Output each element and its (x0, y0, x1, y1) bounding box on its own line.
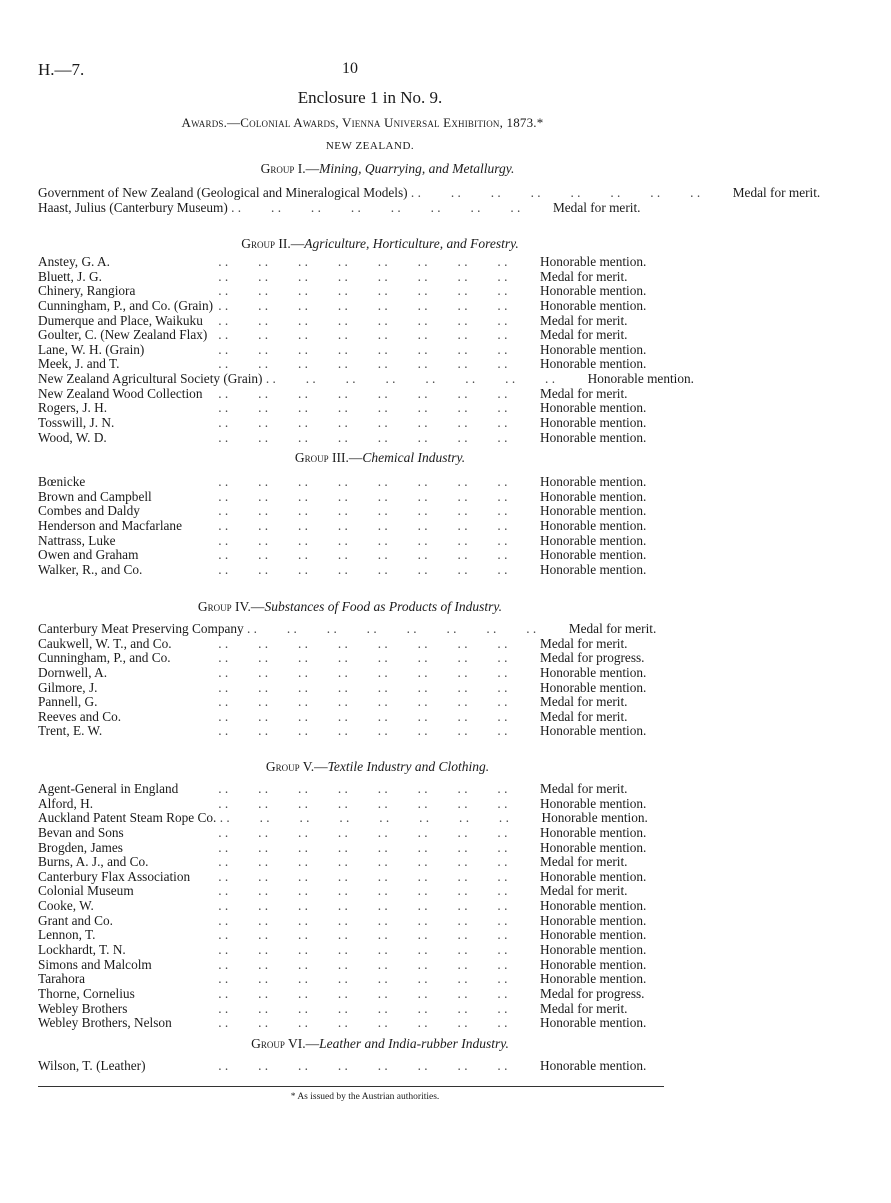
award-entry (38, 987, 698, 1002)
award-entry (38, 185, 821, 201)
award-list (38, 622, 698, 739)
leader-dots: . . . . . . . . . . . . . . . . (214, 341, 534, 357)
leader-dots: . . . . . . . . . . . . . . . . (214, 664, 534, 680)
leader-dots: . . . . . . . . . . . . . . . . (214, 327, 534, 343)
award-entry (38, 372, 698, 387)
leader-dots: . . . . . . . . . . . . . . . . (262, 371, 582, 387)
award-value: Honorable mention. (540, 415, 647, 431)
exhibitor-name: Meek, J. and T. (38, 356, 120, 372)
leader-dots: . . . . . . . . . . . . . . . . (407, 185, 727, 200)
award-value: Honorable mention. (540, 942, 647, 958)
award-entry (38, 475, 698, 490)
award-entry (38, 534, 698, 549)
exhibitor-name: Owen and Graham (38, 547, 139, 563)
award-value: Honorable mention. (540, 488, 647, 504)
award-entry (38, 387, 698, 402)
leader-dots: . . . . . . . . . . . . . . . . (214, 415, 534, 431)
award-entry (38, 841, 698, 856)
award-value: Honorable mention. (540, 898, 647, 914)
leader-dots: . . . . . . . . . . . . . . . . (214, 1015, 534, 1031)
award-value: Honorable mention. (540, 429, 647, 445)
exhibitor-name: Cunningham, P., and Co. (Grain) (38, 297, 214, 313)
award-entry (38, 622, 698, 637)
award-value: Medal for merit. (540, 327, 628, 343)
award-value: Honorable mention. (540, 283, 647, 299)
award-value: Honorable mention. (540, 1015, 647, 1031)
exhibitor-name: Lennon, T. (38, 927, 96, 943)
leader-dots: . . . . . . . . . . . . . . . . (214, 898, 534, 914)
award-value: Honorable mention. (540, 517, 647, 533)
award-value: Honorable mention. (540, 297, 647, 313)
leader-dots: . . . . . . . . . . . . . . . . (214, 1058, 534, 1073)
award-value: Medal for merit. (540, 694, 628, 710)
group-heading (0, 236, 700, 252)
leader-dots: . . . . . . . . . . . . . . . . (214, 547, 534, 563)
award-entry (38, 681, 698, 696)
award-entry (38, 519, 698, 534)
award-entry (38, 431, 698, 446)
group-heading (0, 450, 700, 466)
award-entry (38, 651, 698, 666)
exhibitor-name: Brown and Campbell (38, 488, 152, 504)
group-heading (0, 1036, 700, 1052)
award-entry (38, 1002, 698, 1017)
exhibitor-name: New Zealand Agricultural Society (Grain) (38, 371, 263, 387)
award-entry (38, 490, 698, 505)
award-value: Honorable mention. (540, 532, 647, 548)
award-entry (38, 1059, 698, 1074)
award-value: Honorable mention. (540, 503, 647, 519)
exhibitor-name: Goulter, C. (New Zealand Flax) (38, 327, 208, 343)
leader-dots: . . . . . . . . . . . . . . . . (214, 268, 534, 284)
leader-dots: . . . . . . . . . . . . . . . . (214, 839, 534, 855)
footnote-divider (38, 1086, 664, 1087)
exhibitor-name: New Zealand Wood Collection (38, 385, 203, 401)
exhibitor-name: Gilmore, J. (38, 679, 98, 695)
exhibitor-name: Cooke, W. (38, 898, 94, 914)
award-value: Honorable mention. (541, 810, 648, 826)
leader-dots: . . . . . . . . . . . . . . . . (243, 621, 563, 636)
exhibitor-name: Grant and Co. (38, 912, 113, 928)
award-value: Honorable mention. (540, 971, 647, 987)
award-entry (38, 328, 698, 343)
award-entry (38, 855, 698, 870)
award-value: Medal for merit. (540, 1000, 628, 1016)
award-value: Medal for merit. (540, 708, 628, 724)
exhibitor-name: Colonial Museum (38, 883, 134, 899)
award-entry (38, 270, 698, 285)
group-title: Leather and India-rubber Industry. (319, 1036, 509, 1051)
leader-dots: . . . . . . . . . . . . . . . . (214, 942, 534, 958)
exhibitor-name: Walker, R., and Co. (38, 561, 143, 577)
group-label: Group I.— (260, 161, 320, 176)
award-entry (38, 548, 698, 563)
award-value: Honorable mention. (540, 561, 647, 577)
leader-dots: . . . . . . . . . . . . . . . . (214, 385, 534, 401)
leader-dots: . . . . . . . . . . . . . . . . (214, 429, 534, 445)
country-heading: NEW ZEALAND. (325, 140, 415, 152)
award-value: Honorable mention. (540, 356, 647, 372)
award-value: Medal for merit. (732, 185, 821, 200)
award-value: Honorable mention. (540, 795, 647, 811)
award-entry (38, 884, 698, 899)
group-label: Group V.— (265, 759, 328, 774)
award-value: Honorable mention. (540, 956, 647, 972)
award-entry (38, 826, 698, 841)
award-entry (38, 797, 698, 812)
exhibitor-name: Dornwell, A. (38, 664, 108, 680)
exhibitor-name: Dumerque and Place, Waikuku (38, 312, 203, 328)
award-value: Honorable mention. (540, 927, 647, 943)
leader-dots: . . . . . . . . . . . . . . . . (214, 488, 534, 504)
exhibitor-name: Thorne, Cornelius (38, 985, 135, 1001)
award-list (38, 1059, 698, 1074)
exhibitor-name: Bluett, J. G. (38, 268, 102, 284)
leader-dots: . . . . . . . . . . . . . . . . (216, 810, 536, 826)
award-entry (38, 899, 698, 914)
exhibitor-name: Tarahora (38, 971, 86, 987)
group-heading (0, 759, 700, 775)
leader-dots: . . . . . . . . . . . . . . . . (214, 679, 534, 695)
leader-dots: . . . . . . . . . . . . . . . . (214, 854, 534, 870)
leader-dots: . . . . . . . . . . . . . . . . (214, 868, 534, 884)
exhibitor-name: Wilson, T. (Leather) (38, 1058, 146, 1073)
award-entry (38, 972, 698, 987)
award-value: Medal for merit. (540, 635, 628, 651)
group-label: Group VI.— (251, 1036, 320, 1051)
exhibitor-name: Trent, E. W. (38, 723, 103, 739)
award-entry (38, 1016, 698, 1031)
group-title: Agriculture, Horticulture, and Forestry. (304, 236, 519, 251)
enclosure-title: Enclosure 1 in No. 9. (297, 88, 443, 107)
award-entry (38, 914, 698, 929)
leader-dots: . . . . . . . . . . . . . . . . (214, 650, 534, 666)
leader-dots: . . . . . . . . . . . . . . . . (214, 824, 534, 840)
award-value: Medal for merit. (540, 781, 628, 796)
exhibitor-name: Alford, H. (38, 795, 94, 811)
award-value: Honorable mention. (540, 474, 647, 489)
award-entry (38, 637, 698, 652)
leader-dots: . . . . . . . . . . . . . . . . (214, 356, 534, 372)
leader-dots: . . . . . . . . . . . . . . . . (214, 561, 534, 577)
exhibitor-name: Lane, W. H. (Grain) (38, 341, 145, 357)
exhibitor-name: Combes and Daldy (38, 503, 140, 519)
award-entry (38, 299, 698, 314)
award-value: Medal for merit. (540, 312, 628, 328)
award-entry (38, 284, 698, 299)
award-entry (38, 314, 698, 329)
exhibitor-name: Tosswill, J. N. (38, 415, 115, 431)
award-value: Honorable mention. (540, 679, 647, 695)
leader-dots: . . . . . . . . . . . . . . . . (214, 254, 534, 269)
award-value: Medal for merit. (540, 268, 628, 284)
award-entry (38, 343, 698, 358)
leader-dots: . . . . . . . . . . . . . . . . (214, 503, 534, 519)
leader-dots: . . . . . . . . . . . . . . . . (214, 985, 534, 1001)
leader-dots: . . . . . . . . . . . . . . . . (214, 723, 534, 739)
award-value: Honorable mention. (540, 254, 647, 269)
award-value: Medal for progress. (540, 650, 645, 666)
leader-dots: . . . . . . . . . . . . . . . . (214, 283, 534, 299)
award-list (38, 475, 698, 577)
exhibitor-name: Burns, A. J., and Co. (38, 854, 149, 870)
footnote: * As issued by the Austrian authorities. (290, 1092, 440, 1102)
award-entry (38, 504, 698, 519)
award-value: Honorable mention. (540, 1058, 647, 1073)
exhibitor-name: Pannell, G. (38, 694, 98, 710)
award-value: Honorable mention. (540, 824, 647, 840)
exhibitor-name: Bevan and Sons (38, 824, 124, 840)
group-label: Group III.— (294, 450, 363, 465)
award-value: Honorable mention. (540, 341, 647, 357)
exhibitor-name: Brogden, James (38, 839, 123, 855)
award-value: Honorable mention. (587, 371, 694, 387)
award-value: Medal for merit. (540, 883, 628, 899)
award-list (38, 255, 698, 445)
exhibitor-name: Auckland Patent Steam Rope Co. (38, 810, 217, 826)
exhibitor-name: Bœnicke (38, 474, 86, 489)
award-value: Honorable mention. (540, 912, 647, 928)
awards-title: Awards.—Colonial Awards, Vienna Universal Exhibition, 1873.* (181, 115, 544, 130)
award-entry (38, 870, 698, 885)
award-value: Honorable mention. (540, 868, 647, 884)
award-value: Medal for progress. (540, 985, 645, 1001)
document-reference: H.—7. (38, 60, 85, 79)
leader-dots: . . . . . . . . . . . . . . . . (227, 199, 547, 215)
leader-dots: . . . . . . . . . . . . . . . . (214, 532, 534, 548)
exhibitor-name: Government of New Zealand (Geological and Mineralogical Models) (38, 185, 408, 200)
award-list (38, 782, 698, 1031)
leader-dots: . . . . . . . . . . . . . . . . (214, 781, 534, 796)
exhibitor-name: Henderson and Macfarlane (38, 517, 182, 533)
leader-dots: . . . . . . . . . . . . . . . . (214, 297, 534, 313)
award-entry (38, 782, 698, 797)
exhibitor-name: Lockhardt, T. N. (38, 942, 126, 958)
exhibitor-name: Simons and Malcolm (38, 956, 152, 972)
award-entry (38, 928, 698, 943)
group-heading (0, 599, 700, 615)
award-value: Medal for merit. (540, 385, 628, 401)
leader-dots: . . . . . . . . . . . . . . . . (214, 927, 534, 943)
exhibitor-name: Wood, W. D. (38, 429, 107, 445)
exhibitor-name: Haast, Julius (Canterbury Museum) (38, 199, 228, 215)
exhibitor-name: Canterbury Meat Preserving Company (38, 621, 244, 636)
award-entry (38, 695, 698, 710)
leader-dots: . . . . . . . . . . . . . . . . (214, 883, 534, 899)
award-value: Medal for merit. (552, 199, 641, 215)
group-heading (0, 161, 700, 177)
leader-dots: . . . . . . . . . . . . . . . . (214, 694, 534, 710)
exhibitor-name: Webley Brothers, Nelson (38, 1015, 172, 1031)
award-entry (38, 666, 698, 681)
exhibitor-name: Reeves and Co. (38, 708, 122, 724)
exhibitor-name: Anstey, G. A. (38, 254, 110, 269)
exhibitor-name: Canterbury Flax Association (38, 868, 191, 884)
exhibitor-name: Caukwell, W. T., and Co. (38, 635, 172, 651)
award-entry (38, 710, 698, 725)
leader-dots: . . . . . . . . . . . . . . . . (214, 400, 534, 416)
leader-dots: . . . . . . . . . . . . . . . . (214, 474, 534, 489)
leader-dots: . . . . . . . . . . . . . . . . (214, 971, 534, 987)
award-value: Honorable mention. (540, 839, 647, 855)
group-label: Group IV.— (197, 599, 265, 614)
leader-dots: . . . . . . . . . . . . . . . . (214, 1000, 534, 1016)
award-value: Honorable mention. (540, 664, 647, 680)
award-entry (38, 201, 698, 216)
award-entry (38, 563, 698, 578)
leader-dots: . . . . . . . . . . . . . . . . (214, 635, 534, 651)
group-label: Group II.— (241, 236, 305, 251)
group-title: Mining, Quarrying, and Metallurgy. (319, 161, 515, 176)
group-title: Textile Industry and Clothing. (327, 759, 490, 774)
exhibitor-name: Rogers, J. H. (38, 400, 108, 416)
award-entry (38, 724, 698, 739)
leader-dots: . . . . . . . . . . . . . . . . (214, 708, 534, 724)
award-entry (38, 255, 698, 270)
award-entry (38, 357, 698, 372)
leader-dots: . . . . . . . . . . . . . . . . (214, 956, 534, 972)
award-value: Medal for merit. (568, 621, 657, 636)
leader-dots: . . . . . . . . . . . . . . . . (214, 312, 534, 328)
exhibitor-name: Agent-General in England (38, 781, 179, 796)
exhibitor-name: Cunningham, P., and Co. (38, 650, 171, 666)
leader-dots: . . . . . . . . . . . . . . . . (214, 517, 534, 533)
exhibitor-name: Chinery, Rangiora (38, 283, 136, 299)
award-entry (38, 958, 698, 973)
exhibitor-name: Nattrass, Luke (38, 532, 116, 548)
leader-dots: . . . . . . . . . . . . . . . . (214, 912, 534, 928)
award-value: Honorable mention. (540, 547, 647, 563)
award-list (38, 185, 821, 215)
award-entry (38, 416, 698, 431)
group-title: Chemical Industry. (362, 450, 466, 465)
exhibitor-name: Webley Brothers (38, 1000, 128, 1016)
award-entry (38, 943, 698, 958)
award-value: Honorable mention. (540, 723, 647, 739)
group-title: Substances of Food as Products of Industry. (264, 599, 503, 614)
award-value: Honorable mention. (540, 400, 647, 416)
page-number: 10 (342, 60, 358, 77)
award-entry (38, 811, 698, 826)
award-value: Medal for merit. (540, 854, 628, 870)
award-entry (38, 401, 698, 416)
leader-dots: . . . . . . . . . . . . . . . . (214, 795, 534, 811)
